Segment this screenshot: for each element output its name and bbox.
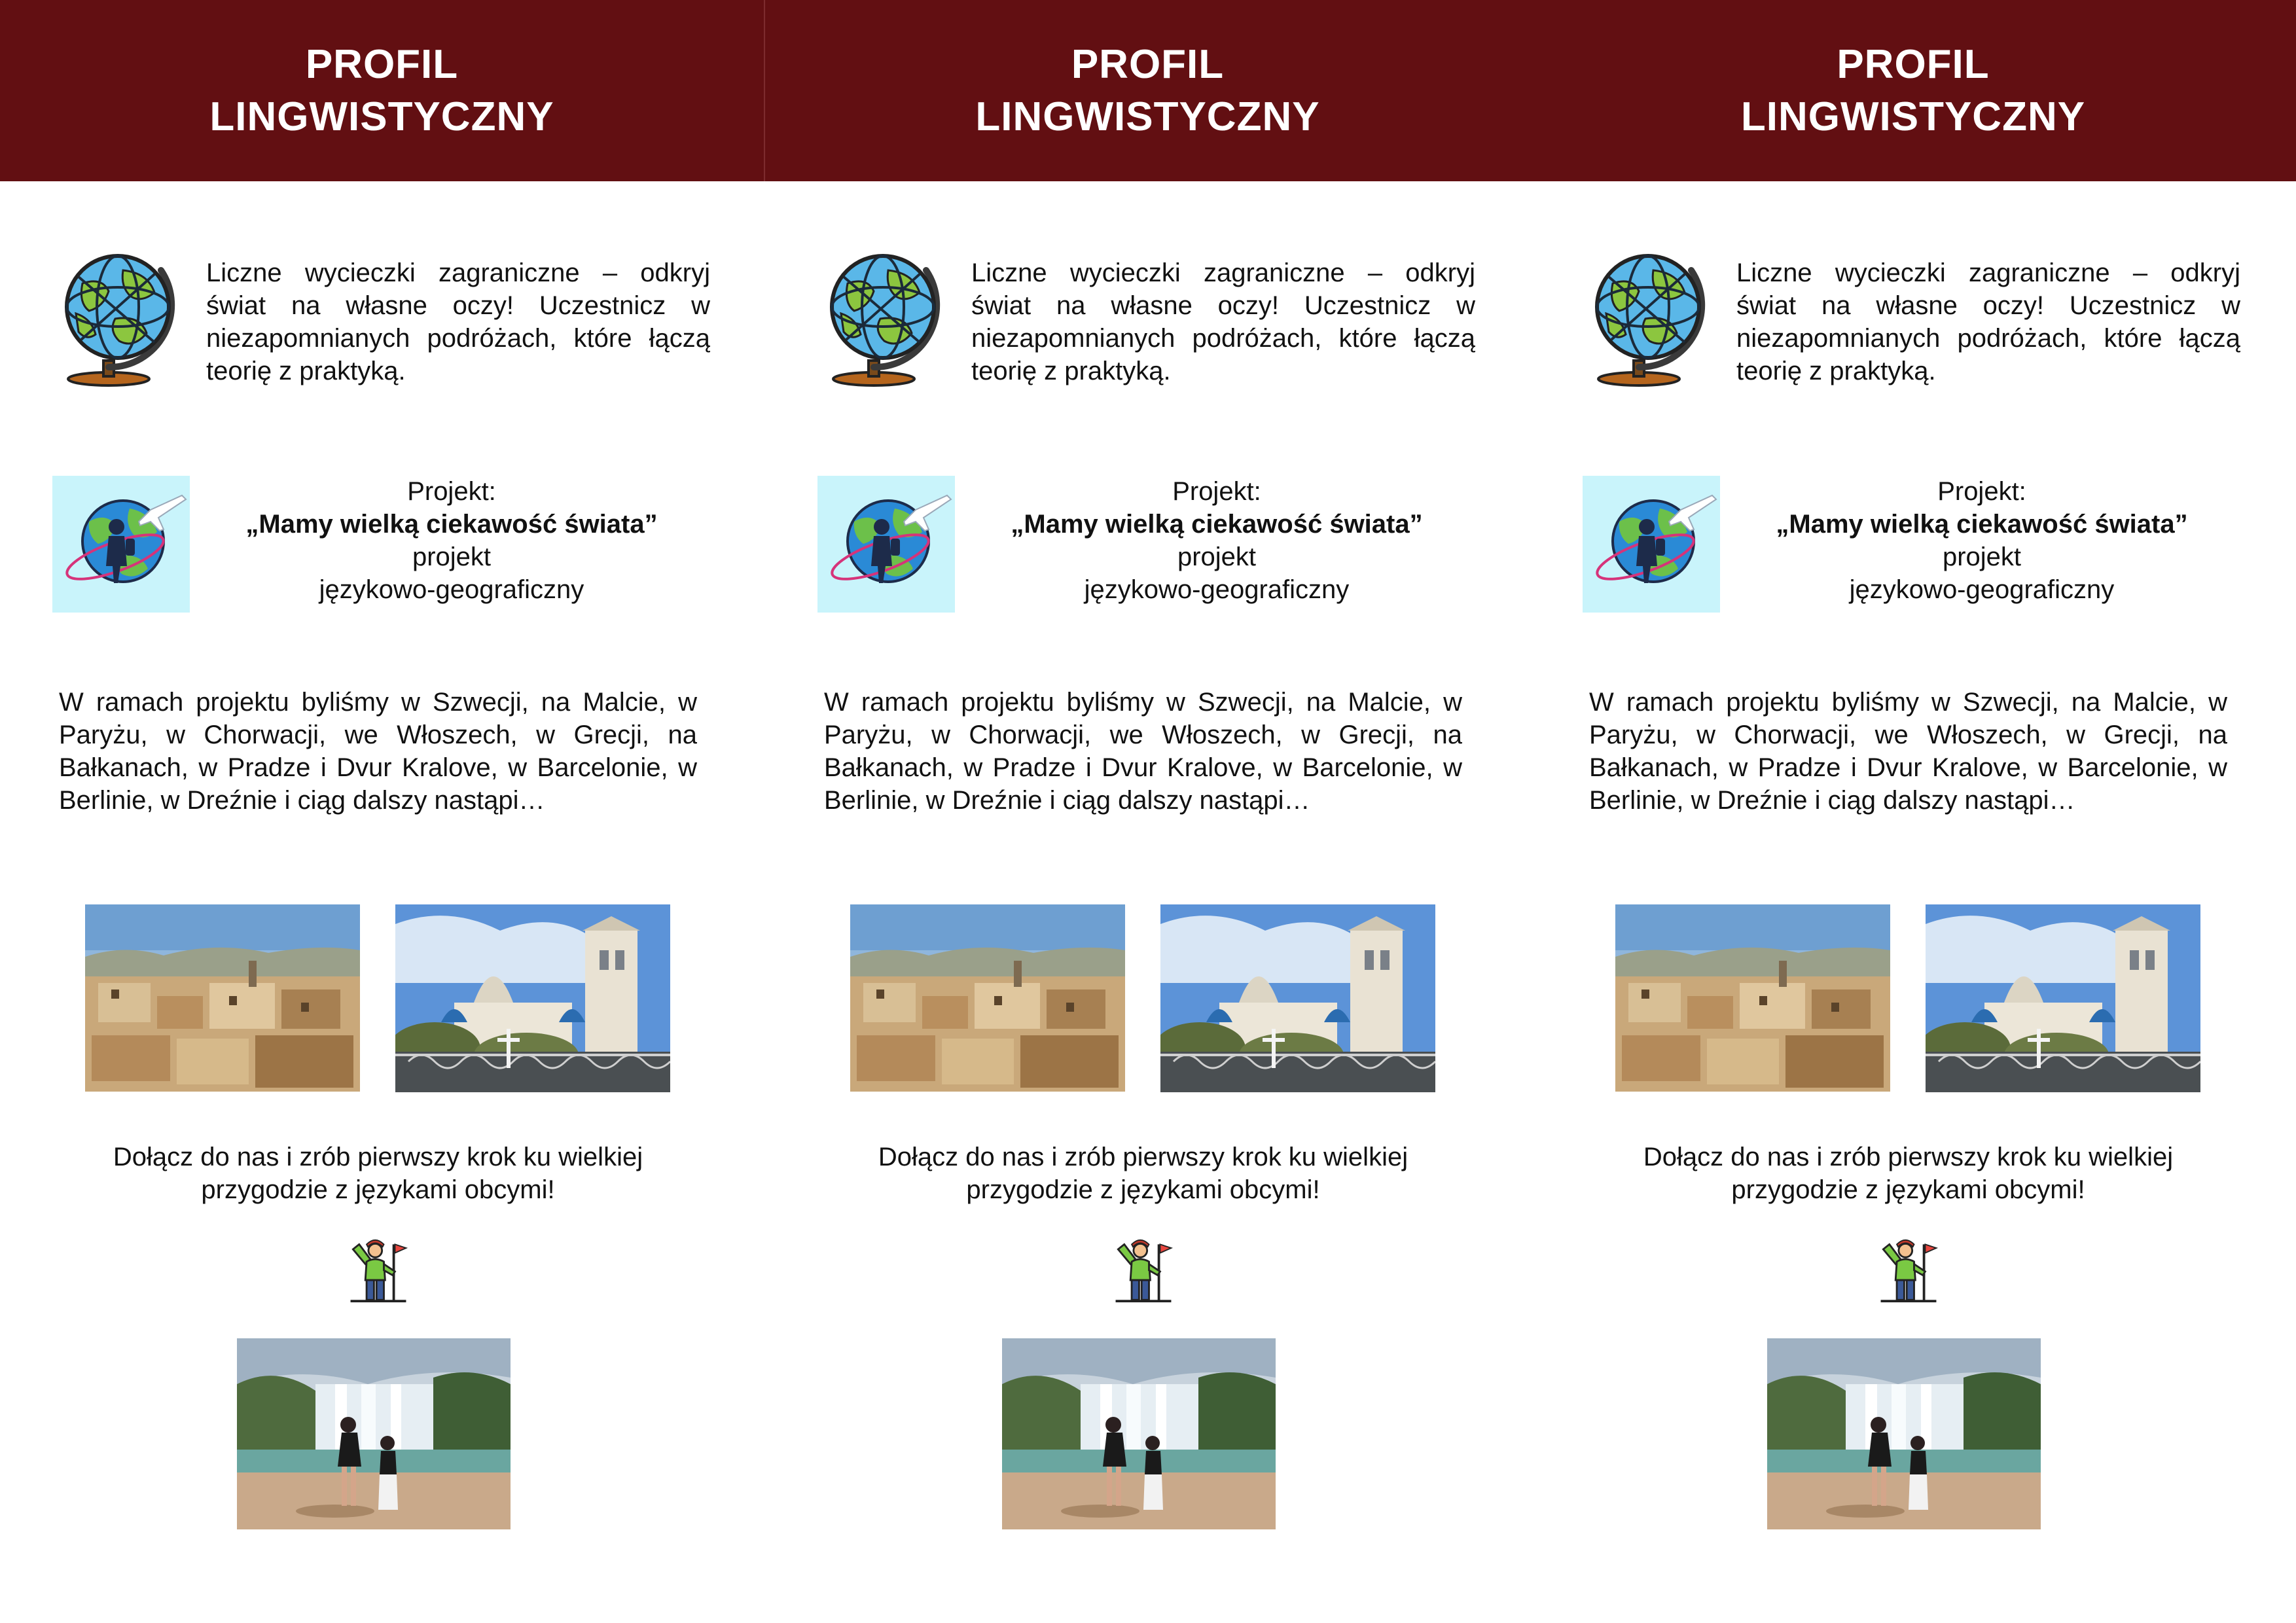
- church-tower-photo: [395, 904, 670, 1092]
- join-line1: Dołącz do nas i zrób pierwszy krok ku wielkiej: [1643, 1143, 2174, 1171]
- old-town-photo: [1615, 904, 1890, 1092]
- old-town-photo: [850, 904, 1125, 1092]
- header-title-line1: PROFIL: [305, 41, 459, 87]
- project-block: [209, 475, 694, 606]
- trips-text: W ramach projektu byliśmy w Szwecji, na Malcie, w Paryżu, w Chorwacji, we Włoszech, w Grecji, na Bałkanach, w Pradze i Dvur Kralove, w Barcelonie, w Berlinie, w Dreźnie i ciąg dalszy nastąpi…: [1589, 688, 2227, 815]
- join-line1: Dołącz do nas i zrób pierwszy krok ku wielkiej: [878, 1143, 1408, 1171]
- traveler-globe-icon: [52, 476, 190, 613]
- join-line2: przygodzie z językami obcymi!: [966, 1175, 1320, 1204]
- header-title-line2: LINGWISTYCZNY: [209, 94, 554, 139]
- header-title-line1: PROFIL: [1071, 41, 1225, 87]
- church-tower-photo: [1160, 904, 1435, 1092]
- header-banner: [1530, 0, 2296, 181]
- leaflet-panel-1: [0, 0, 765, 1623]
- intro-text: Liczne wycieczki zagraniczne – odkryj świat na własne oczy! Uczestnicz w niezapomnianych podróżach, które łączą teorię z praktyką.: [971, 259, 1475, 385]
- traveler-globe-icon: [817, 476, 955, 613]
- header-title-line2: LINGWISTYCZNY: [975, 94, 1320, 139]
- project-line4: językowo-geograficzny: [1849, 575, 2115, 604]
- join-line2: przygodzie z językami obcymi!: [1731, 1175, 2085, 1204]
- hiker-flag-icon: [1876, 1235, 1941, 1306]
- join-text: [824, 1141, 1462, 1206]
- hiker-flag-icon: [1111, 1235, 1176, 1306]
- header-title-line1: PROFIL: [1837, 41, 1990, 87]
- waterfall-friends-photo: [237, 1338, 511, 1529]
- header-title: [975, 39, 1319, 143]
- project-line3: projekt: [1942, 543, 2022, 571]
- leaflet-panel-3: [1530, 0, 2296, 1623]
- project-label: Projekt:: [1172, 477, 1261, 506]
- intro-text: Liczne wycieczki zagraniczne – odkryj świat na własne oczy! Uczestnicz w niezapomnianych podróżach, które łączą teorię z praktyką.: [1736, 259, 2240, 385]
- church-tower-photo: [1926, 904, 2200, 1092]
- traveler-globe-icon: [1583, 476, 1720, 613]
- hiker-flag-icon: [346, 1235, 411, 1306]
- join-line2: przygodzie z językami obcymi!: [201, 1175, 555, 1204]
- project-line4: językowo-geograficzny: [319, 575, 584, 604]
- trips-text: W ramach projektu byliśmy w Szwecji, na Malcie, w Paryżu, w Chorwacji, we Włoszech, w Grecji, na Bałkanach, w Pradze i Dvur Kralove, w Barcelonie, w Berlinie, w Dreźnie i ciąg dalszy nastąpi…: [824, 688, 1462, 815]
- project-line4: językowo-geograficzny: [1084, 575, 1350, 604]
- join-text: [1589, 1141, 2227, 1206]
- header-banner: [765, 0, 1530, 181]
- leaflet-panel-2: [765, 0, 1530, 1623]
- globe-icon: [58, 251, 179, 388]
- globe-icon: [823, 251, 944, 388]
- old-town-photo: [85, 904, 360, 1092]
- waterfall-friends-photo: [1767, 1338, 2041, 1529]
- join-line1: Dołącz do nas i zrób pierwszy krok ku wielkiej: [113, 1143, 643, 1171]
- project-name: „Mamy wielką ciekawość świata”: [245, 510, 658, 539]
- project-label: Projekt:: [407, 477, 496, 506]
- header-banner: [0, 0, 765, 181]
- globe-icon: [1588, 251, 1710, 388]
- header-title: [1741, 39, 2085, 143]
- join-text: [59, 1141, 697, 1206]
- project-line3: projekt: [412, 543, 492, 571]
- project-name: „Mamy wielką ciekawość świata”: [1776, 510, 2188, 539]
- intro-text: Liczne wycieczki zagraniczne – odkryj świat na własne oczy! Uczestnicz w niezapomnianych podróżach, które łączą teorię z praktyką.: [206, 259, 710, 385]
- project-line3: projekt: [1177, 543, 1257, 571]
- header-title-line2: LINGWISTYCZNY: [1740, 94, 2086, 139]
- waterfall-friends-photo: [1002, 1338, 1276, 1529]
- project-block: [1740, 475, 2224, 606]
- project-block: [975, 475, 1459, 606]
- project-name: „Mamy wielką ciekawość świata”: [1011, 510, 1423, 539]
- project-label: Projekt:: [1937, 477, 2026, 506]
- trips-text: W ramach projektu byliśmy w Szwecji, na Malcie, w Paryżu, w Chorwacji, we Włoszech, w Grecji, na Bałkanach, w Pradze i Dvur Kralove, w Barcelonie, w Berlinie, w Dreźnie i ciąg dalszy nastąpi…: [59, 688, 697, 815]
- header-title: [209, 39, 554, 143]
